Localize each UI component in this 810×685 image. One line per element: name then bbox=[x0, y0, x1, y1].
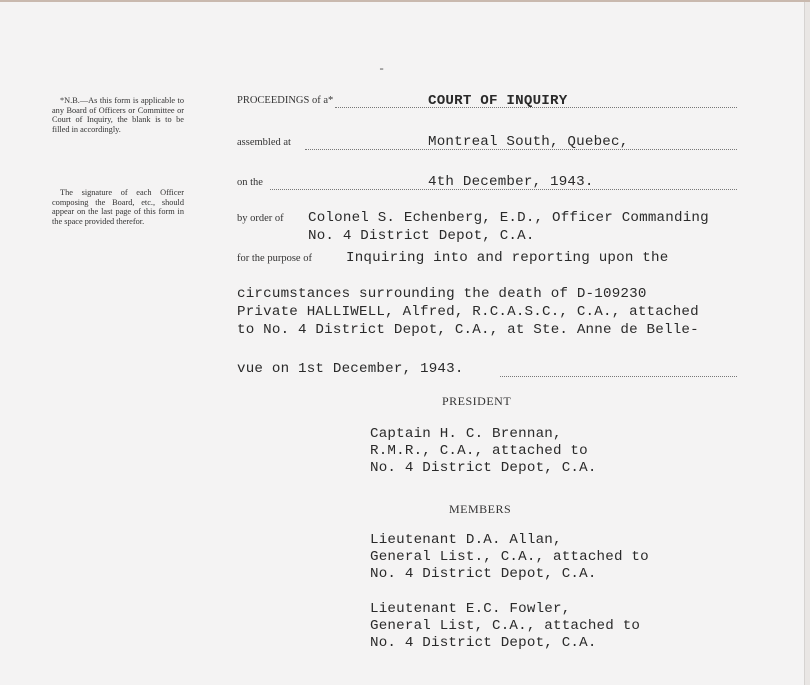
purpose-line1: Inquiring into and reporting upon the bbox=[346, 250, 669, 266]
assembled-label: assembled at bbox=[237, 137, 291, 148]
president-line3: No. 4 District Depot, C.A. bbox=[370, 460, 597, 476]
order-line1: Colonel S. Echenberg, E.D., Officer Commanding bbox=[308, 210, 709, 226]
date-label: on the bbox=[237, 177, 263, 188]
purpose-line-end bbox=[500, 376, 737, 377]
member1-line2: General List., C.A., attached to bbox=[370, 549, 649, 565]
assembled-value: Montreal South, Quebec, bbox=[428, 134, 629, 150]
president-heading: PRESIDENT bbox=[442, 394, 512, 408]
proceedings-label: PROCEEDINGS of a* bbox=[237, 95, 334, 106]
purpose-line4: to No. 4 District Depot, C.A., at Ste. Anne de Belle- bbox=[237, 322, 699, 338]
president-line2: R.M.R., C.A., attached to bbox=[370, 443, 588, 459]
stray-mark: - bbox=[378, 62, 386, 76]
purpose-line5: vue on 1st December, 1943. bbox=[237, 361, 464, 377]
purpose-label: for the purpose of bbox=[237, 253, 312, 264]
sidenote-signature: The signature of each Officer composing the Board, etc., should appear on the last page of this form in the space provided therefor. bbox=[52, 188, 184, 226]
page-top-edge bbox=[0, 0, 810, 2]
member2-line2: General List, C.A., attached to bbox=[370, 618, 641, 634]
member2-line3: No. 4 District Depot, C.A. bbox=[370, 635, 597, 651]
sidenote-nb: *N.B.—As this form is applicable to any Board of Officers or Committee or Court of Inquiry, the blank is to be filled in accordingly. bbox=[52, 96, 184, 134]
order-line2: No. 4 District Depot, C.A. bbox=[308, 228, 535, 244]
member1-line3: No. 4 District Depot, C.A. bbox=[370, 566, 597, 582]
members-heading: MEMBERS bbox=[449, 502, 512, 516]
member2-line1: Lieutenant E.C. Fowler, bbox=[370, 601, 571, 617]
date-value: 4th December, 1943. bbox=[428, 174, 594, 190]
proceedings-value: COURT OF INQUIRY bbox=[428, 93, 568, 109]
member1-line1: Lieutenant D.A. Allan, bbox=[370, 532, 562, 548]
president-line1: Captain H. C. Brennan, bbox=[370, 426, 562, 442]
purpose-line3: Private HALLIWELL, Alfred, R.C.A.S.C., C.A., attached bbox=[237, 304, 699, 320]
purpose-line2: circumstances surrounding the death of D-109230 bbox=[237, 286, 647, 302]
order-label: by order of bbox=[237, 213, 284, 224]
